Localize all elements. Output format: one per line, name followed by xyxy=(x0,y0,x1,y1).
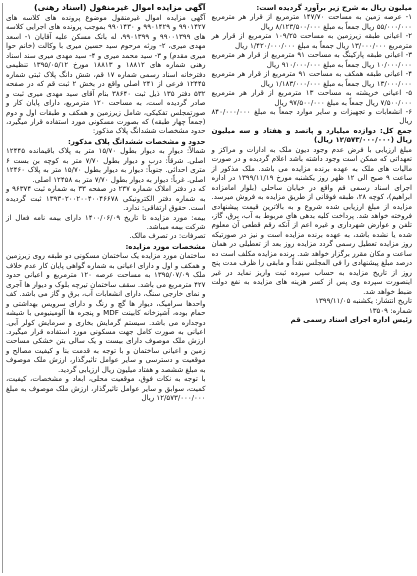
tenancy-text: تصرفات: در تصرف مالک. xyxy=(129,231,206,241)
registry-text: که در دفتر املاک شماره ۲۳۷ در صفحه ۳۳ به شماره ثبت ۹۶۳۷۴ و به شماره دفتر الکترونیکی ۱۳۹۳۰۲۰۰۲۰۰۴۰۰۴۶۶۷۸ ثبت گردیده است. حقوق ارتفاقی: ندارد. xyxy=(6,184,206,213)
unit-item: ۱- عرصه زمین به مساحت ۱۴۷/۷۰ مترمربع از قرار هر مترمربع ۵۵/۰۰۰/۰۰۰ ریال جمعاً به مبلغ ۸/۱۲۳/۵۰۰/۰۰۰ ریال xyxy=(211,12,412,31)
boundaries-text: شمالاً: دیوار به دیوار بطول ۱۵/۷۰ متر به پلاک باقیمانده ۱۲۴۴۵ اصلی. شرقاً: درب و دیوار بطول ۷/۷۰ متر به کوچه بن بست ۶ متری احداثی. جنوباً: دیوار به دیوار بطول ۱۵/۷۰ متر به پلاک ۱۲۴۶۰ اصلی. غرباً: دیوار به دیوار بطول ۷/۷۰ متر به ۱۲۴۵۸ اصلی. xyxy=(6,146,206,184)
unit-item: ۲- اعیانی طبقه زیرزمین به مساحت ۱۰۹/۲۵ مترمربع از قرار هر مترمربع ۱۳/۰۰۰/۰۰۰ ریال جمعاً به مبلغ ۱/۴۲۰/۰۰۰/۰۰۰ ریال xyxy=(211,31,412,50)
notice-title: آگهی مزایده اموال غیرمنقول (اسناد رهنی) xyxy=(33,3,206,12)
description-text: ساختمان مورد مزایده یک ساختمان مسکونی دو طبقه روی زیرزمین و همکف و اول و دارای اعیانی به شماره گواهی پایان کار عدم خلاف ملک ۱۳۹۵/۰۷/۰۹ به مساحت عرصه ۱۲۰ مترمربع و اعیانی حدود ۴۲۷ مترمربع می باشد. سقف ساختمان تیرچه بلوک و دیوار ها آجری و نمای خارجی سنگ، دارای انشعابات آب، برق و گاز می باشد. کف واحدها سرامیک، دیوار ها گچ و رنگ و دارای سرویس بهداشتی و حمام بوده، آشپزخانه کابینت MDF و پنجره ها آلومینیومی با شیشه دوجداره می باشد. سیستم گرمایش بخاری و سرمایش کولر آبی. اعیانی به صورت کامل جهت مسکونی مورد استفاده قرار میگیرد. ارزش ملک موصوف دارای بیست و یک سالی بتن خشکی مساحت زمین و اعیانی ساختمان و با توجه به قدمت بنا و کیفیت مصالح و موقعیت و دسترسی و سایر عوامل تاثیرگذار، ارزش ملک موصوف به مبلغ ششصد و هفتاد میلیون ریال ارزیابی گردید. xyxy=(6,251,206,374)
boundaries-heading: حدود و مشخصات ششدانگ پلاک مذکور: xyxy=(68,136,206,146)
units-heading: میلیون ریال به شرح زیر برآورد گردیده است: xyxy=(256,3,412,12)
unit-item: ۵- اعیانی خرپشته به مساحت ۱۳ مترمربع از قرار هر مترمربع ۷/۵۰۰/۰۰۰ ریال جمعاً به مبلغ ۹۷/۵۰۰/۰۰۰ ریال xyxy=(211,88,412,107)
publish-date: تاریخ انتشار: یکشنبه ۱۳۹۹/۱۱/۰۵ xyxy=(315,296,412,306)
total-text: جمع کل: دوازده میلیارد و پانصد و هفتاد و سه میلیون ریال (۱۲/۵۷۳/۰۰۰/۰۰۰ ریال) xyxy=(211,125,412,145)
unit-item: ۶- انشعابات و تجهیزات و سایر موارد جمعاً به مبلغ ۸۴۰/۰۰۰/۰۰۰ ریال xyxy=(211,106,412,126)
notice-left-column xyxy=(209,3,416,573)
auction-terms: مبلغ ارزیابی با فرض عدم وجود دیون ملک به ادارات و مراکز و تعهداتی که ممکن است وجود داشته باشد اعلام گردیده و در صورت مالیات های ملک به عهده برنده مزایده می باشد. ملک مذکور از ساعت ۹ صبح الی ۱۲ ظهر روز یکشنبه مورخ ۱۳۹۹/۱۱/۱۹ در اداره اجرای اسناد رسمی قم واقع در خیابان ساحلی (بلوار امامزاده ابراهیم)، کوچه ۲۸، طبقه فوقانی از طریق مزایده به فروش میرسد. مزایده از مبلغ ارزیابی شده شروع و به بالاترین قیمت پیشنهادی فروخته خواهد شد. پرداخت کلیه بدهی های مربوط به آب، برق، گاز، تلفن و عوارض شهرداری و غیره اعم از آنکه رقم قطعی آن معلوم شده یا نشده باشد، به عهده برنده مزایده است و نیز در صورتیکه روز مزایده تعطیل رسمی گردد مزایده روز بعد از تعطیلی در همان ساعت و مکان مقرر برگزار خواهد شد. برنده مزایده مکلف است ده درصد مبلغ پیشنهادی را فی المجلس نقداً و مابقی را ظرف مدت پنج روز از تاریخ مزایده به حساب سپرده ثبت واریز نماید در غیر اینصورت سپرده وی پس از کسر هزینه های مزایده به نفع دولت ضبط خواهد شد. xyxy=(211,144,413,296)
notice-intro: آگهی مزایده اموال غیرمنقول موضوع پرونده های کلاسه های ۹۹۰۱۴۲۷ و ۹۹۰۱۴۲۹ و ۹۹۰۱۴۳۰ بموجب پرونده های اجرایی کلاسه های ۹۹۰۰۱۳۹۹ و ۹۹۰۱۳۹۹، له بانک مسکن علیه آقایان ۱- اسعد مهدی میری، ۲- ورثه مرحوم سید حسین میری با وکالت (خانم حوا میری مقدم) و ۳- سید محمد میری و ۴- سید مهدی میری سند اسناد رهنی شماره های ۱۸۸۱۲ و ۱۸۸۱۳ مورخ ۱۳۹۵/۰۵/۱۲ تنظیمی دفترخانه اسناد رسمی شماره ۱۷ قم، شش دانگ پلاک ثبتی شماره ۱۲۴۴۵ فرعی از ۲۴۱ اصلی واقع در بخش ۲ ثبت قم که در صفحه ۵۳۲ دفتر ۱۳۵ ذیل ثبت ۳۸۶۴۰ بنام آقای سید مهدی میری ثبت و صادر گردیده است، به مساحت ۱۲۰ مترمربع، دارای پایان کار و صورتمجلس تفکیکی، شامل زیرزمین و همکف و طبقات اول و دوم (جمعاً چهار طبقه) که بصورت مسکونی مورد استفاده قرار میگیرد، حدود مشخصات ششدانگ پلاک مذکور: xyxy=(6,13,206,136)
insurance-text: بیمه: مورد مزایده تا تاریخ ۱۴۰۰/۰۶/۰۹ دارای بیمه نامه فعال از شرکت بیمه میباشد. xyxy=(6,212,206,231)
signature-line: رئیس اداره اجرای اسناد رسمی قم xyxy=(290,314,412,324)
appraisal-text: با توجه به نکات فوق، موقعیت محلی، ابعاد و مشخصات، کیفیت، کمیت، سوابق و سایر عوامل تاثیرگذار، ارزش ملک موصوف به مبلغ ۱۲/۵۷۳/۰۰۰/۰۰۰ ریال xyxy=(6,374,206,403)
unit-item: ۴- اعیانی طبقه همکف به مساحت ۹۱ مترمربع از قرار هر مترمربع ۱۳/۰۰۰/۰۰۰ ریال جمعاً به مبلغ ۱/۱۸۳/۰۰۰/۰۰۰ ریال xyxy=(211,69,412,88)
description-heading: مشخصات مورد مزایده: xyxy=(125,241,206,251)
unit-item: ۳- اعیانی طبقه پارکینگ به مساحت ۹۱ مترمربع از قرار هر مترمربع ۱۰/۰۰۰/۰۰۰ ریال جمعاً به مبلغ ۹۱۰/۰۰۰/۰۰۰ ریال xyxy=(211,50,412,69)
notice-right-column xyxy=(2,3,209,573)
reference-number: شماره: ۱۳۵۰۹ xyxy=(368,305,412,315)
